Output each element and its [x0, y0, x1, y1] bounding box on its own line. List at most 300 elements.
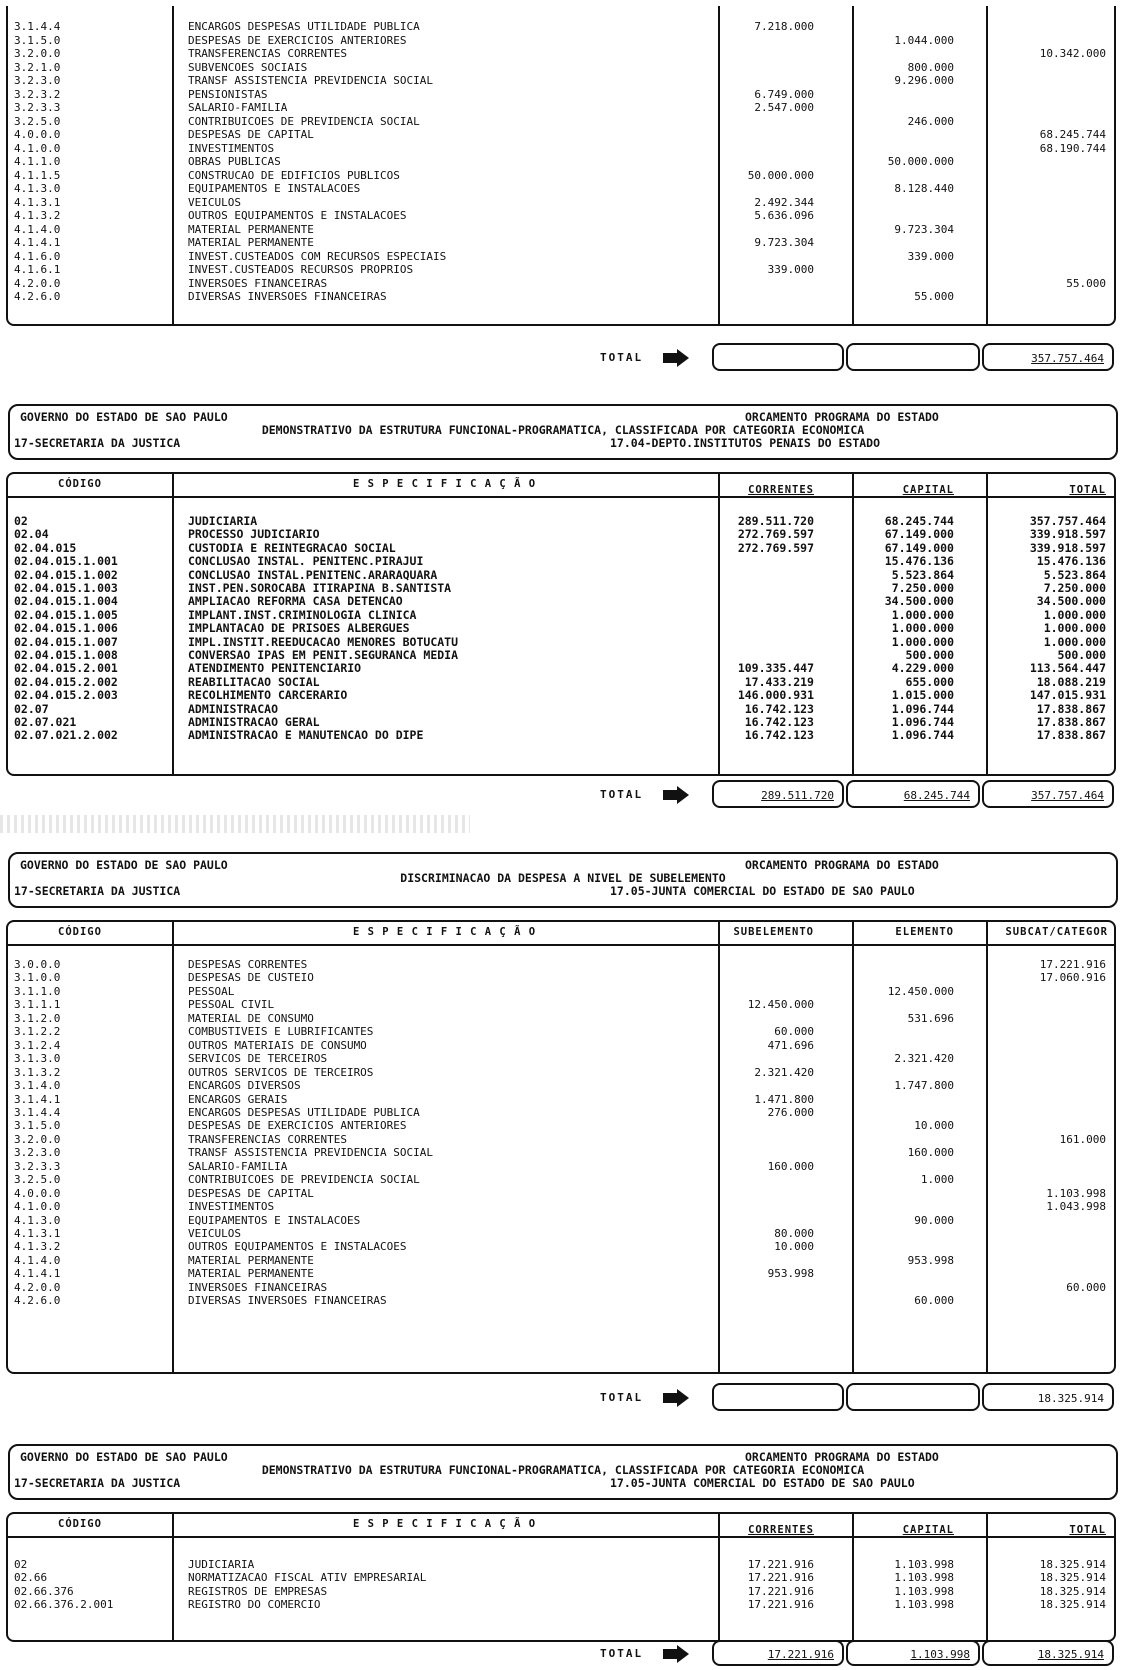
row-specification: INVESTIMENTOS — [188, 141, 275, 155]
row-code: 3.2.1.0 — [14, 60, 61, 74]
row-value-3: 113.564.447 — [1029, 661, 1106, 676]
row-specification: SALARIO-FAMILIA — [188, 101, 288, 114]
row-specification: CONTRIBUICOES DE PREVIDENCIA SOCIAL — [188, 114, 420, 128]
row-value-2: 339.000 — [907, 249, 954, 263]
table-row — [8, 688, 1114, 702]
row-code: 3.1.4.1 — [14, 1092, 61, 1106]
row-value-2: 1.096.744 — [891, 715, 954, 729]
row-value-1: 17.433.219 — [744, 674, 814, 689]
row-specification: CONTRIBUICOES DE PREVIDENCIA SOCIAL — [188, 1173, 420, 1187]
row-value-2: 68.245.744 — [884, 514, 954, 528]
total-box-1: 289.511.720 — [712, 780, 844, 808]
row-specification: REGISTROS DE EMPRESAS — [188, 1584, 328, 1598]
row-value-1: 16.742.123 — [744, 715, 814, 729]
table-row — [8, 958, 1114, 972]
row-code: 4.0.0.0 — [14, 1186, 61, 1200]
row-value-3: 15.476.136 — [1036, 554, 1106, 569]
row-value-3: 17.060.916 — [1039, 971, 1106, 985]
row-value-2: 1.103.998 — [894, 1584, 954, 1598]
row-code: 4.1.3.0 — [14, 182, 61, 195]
row-value-2: 67.149.000 — [884, 527, 954, 542]
table-row — [8, 728, 1114, 742]
col-elemento: ELEMENTO — [895, 926, 954, 938]
total-box-2 — [846, 343, 980, 371]
table-row — [8, 1133, 1114, 1147]
row-specification: SALARIO-FAMILIA — [188, 1159, 288, 1173]
row-code: 4.1.3.2 — [14, 209, 61, 222]
row-code: 3.1.3.0 — [14, 1052, 61, 1066]
row-code: 02.04.015.1.001 — [14, 554, 118, 569]
row-specification: AMPLIACAO REFORMA CASA DETENCAO — [188, 594, 403, 609]
table-row — [8, 1227, 1114, 1241]
row-code: 02.66.376.2.001 — [14, 1597, 114, 1611]
row-value-3: 1.000.000 — [1043, 607, 1106, 622]
row-code: 4.2.6.0 — [14, 1294, 61, 1308]
table-row — [8, 985, 1114, 999]
row-specification: REABILITACAO SOCIAL — [188, 674, 320, 689]
row-value-1: 5.636.096 — [754, 209, 814, 222]
row-value-1: 12.450.000 — [747, 998, 814, 1012]
row-value-2: 8.128.440 — [894, 182, 954, 195]
table-row — [8, 581, 1114, 595]
orc-title: ORCAMENTO PROGRAMA DO ESTADO — [745, 858, 939, 872]
row-value-2: 67.149.000 — [884, 540, 954, 555]
table-row — [8, 1281, 1114, 1295]
row-specification: TRANSF ASSISTENCIA PREVIDENCIA SOCIAL — [188, 1146, 434, 1160]
table-row — [8, 1093, 1114, 1107]
table-row — [8, 1571, 1114, 1585]
gov-title: GOVERNO DO ESTADO DE SAO PAULO — [20, 410, 228, 424]
table-row — [8, 1039, 1114, 1053]
total-box-3: 18.325.914 — [982, 1383, 1114, 1411]
row-code: 02.66 — [14, 1571, 48, 1585]
col-correntes: CORRENTES — [748, 484, 814, 496]
section4-header — [8, 1444, 1118, 1500]
section3-header — [8, 852, 1118, 908]
table-row — [8, 1294, 1114, 1308]
table-row — [8, 1106, 1114, 1120]
table-row — [8, 1267, 1114, 1281]
row-specification: COMBUSTIVEIS E LUBRIFICANTES — [188, 1025, 374, 1039]
table-row — [8, 74, 1114, 88]
row-specification: EQUIPAMENTOS E INSTALACOES — [188, 182, 361, 195]
table-row — [8, 527, 1114, 541]
row-value-2: 1.000 — [920, 1173, 954, 1187]
secretaria: 17-SECRETARIA DA JUSTICA — [14, 436, 181, 450]
row-value-3: 68.190.744 — [1039, 141, 1106, 155]
row-value-2: 800.000 — [907, 60, 954, 74]
row-value-2: 1.044.000 — [894, 33, 954, 47]
row-code: 3.1.0.0 — [14, 971, 61, 985]
row-value-2: 953.998 — [907, 1253, 954, 1267]
row-specification: IMPLANTACAO DE PRISOES ALBERGUES — [188, 621, 410, 636]
section2-table — [6, 472, 1116, 776]
row-code: 4.1.3.1 — [14, 1227, 61, 1240]
row-specification: DIVERSAS INVERSOES FINANCEIRAS — [188, 290, 387, 303]
row-value-1: 272.769.597 — [737, 527, 814, 542]
col-total: TOTAL — [1069, 484, 1106, 496]
row-specification: DIVERSAS INVERSOES FINANCEIRAS — [188, 1294, 387, 1308]
row-code: 3.0.0.0 — [14, 958, 61, 971]
row-value-1: 2.492.344 — [754, 195, 814, 209]
row-code: 02.07 — [14, 701, 49, 716]
row-code: 02.04 — [14, 527, 49, 542]
row-code: 3.2.3.0 — [14, 74, 61, 87]
row-code: 4.0.0.0 — [14, 128, 61, 141]
row-specification: MATERIAL DE CONSUMO — [188, 1011, 314, 1025]
gov-title: GOVERNO DO ESTADO DE SAO PAULO — [20, 1450, 228, 1464]
row-code: 4.1.6.1 — [14, 263, 61, 276]
row-value-2: 9.723.304 — [894, 222, 954, 236]
row-specification: VEICULOS — [188, 195, 241, 209]
row-value-3: 1.043.998 — [1046, 1200, 1106, 1214]
row-code: 3.2.0.0 — [14, 1132, 61, 1146]
section4-table — [6, 1512, 1116, 1642]
total-box-1 — [712, 1383, 844, 1411]
table-row — [8, 594, 1114, 608]
table-row — [8, 1187, 1114, 1201]
table-row — [8, 1558, 1114, 1572]
row-value-1: 276.000 — [767, 1105, 814, 1119]
row-specification: MATERIAL PERMANENTE — [188, 222, 314, 236]
row-specification: ADMINISTRACAO E MANUTENCAO DO DIPE — [188, 728, 424, 743]
table-row — [8, 115, 1114, 129]
table-row — [8, 290, 1114, 304]
table-row — [8, 971, 1114, 985]
total-box-3: 18.325.914 — [982, 1640, 1114, 1666]
col-correntes: CORRENTES — [748, 1524, 814, 1536]
section3-table — [6, 920, 1116, 1374]
row-code: 4.2.0.0 — [14, 276, 61, 290]
row-code: 02.04.015.1.003 — [14, 581, 118, 595]
table-row — [8, 715, 1114, 729]
row-value-3: 18.088.219 — [1036, 674, 1106, 689]
row-specification: PESSOAL — [188, 984, 235, 998]
row-specification: CONCLUSAO INSTAL. PENITENC.PIRAJUI — [188, 554, 424, 569]
report-title: DEMONSTRATIVO DA ESTRUTURA FUNCIONAL-PROGRAMATICA, CLASSIFICADA POR CATEGORIA ECONOMICA — [261, 1463, 865, 1477]
arrow-right-icon — [663, 349, 689, 367]
row-specification: OUTROS EQUIPAMENTOS E INSTALACOES — [188, 209, 407, 222]
row-code: 02.04.015.2.001 — [14, 661, 118, 676]
unit-title: 17.04-DEPTO.INSTITUTOS PENAIS DO ESTADO — [610, 436, 881, 450]
row-value-1: 953.998 — [767, 1267, 814, 1281]
row-code: 02 — [14, 1558, 28, 1571]
row-code: 3.2.3.0 — [14, 1146, 61, 1160]
arrow-right-icon — [663, 1645, 689, 1663]
row-specification: OUTROS SERVICOS DE TERCEIROS — [188, 1065, 374, 1079]
row-code: 4.1.4.0 — [14, 1253, 61, 1267]
unit-title: 17.05-JUNTA COMERCIAL DO ESTADO DE SAO PAULO — [610, 1476, 915, 1490]
row-specification: CUSTODIA E REINTEGRACAO SOCIAL — [188, 540, 396, 555]
row-value-2: 4.229.000 — [891, 661, 954, 676]
row-value-2: 2.321.420 — [894, 1052, 954, 1066]
table-row — [8, 209, 1114, 223]
row-value-1: 17.221.916 — [747, 1558, 814, 1571]
row-code: 3.1.4.4 — [14, 1105, 61, 1119]
row-value-3: 1.000.000 — [1043, 634, 1106, 649]
row-code: 02.04.015.1.006 — [14, 621, 118, 636]
row-value-2: 246.000 — [907, 114, 954, 128]
row-specification: CONSTRUCAO DE EDIFICIOS PUBLICOS — [188, 168, 400, 182]
table-row — [8, 1146, 1114, 1160]
row-value-1: 6.749.000 — [754, 87, 814, 101]
col-subelemento: SUBELEMENTO — [733, 926, 814, 938]
row-specification: ADMINISTRACAO GERAL — [188, 715, 320, 729]
total-box-2 — [846, 1383, 980, 1411]
row-code: 3.1.5.0 — [14, 33, 61, 47]
row-value-2: 1.103.998 — [894, 1558, 954, 1571]
secretaria: 17-SECRETARIA DA JUSTICA — [14, 884, 181, 898]
row-value-1: 146.000.931 — [737, 688, 814, 703]
table-row — [8, 1200, 1114, 1214]
col-codigo: CÓDIGO — [58, 1518, 102, 1530]
orc-title: ORCAMENTO PROGRAMA DO ESTADO — [745, 1450, 939, 1464]
row-code: 4.1.3.2 — [14, 1240, 61, 1254]
row-code: 3.1.4.0 — [14, 1079, 61, 1093]
row-value-1: 471.696 — [767, 1038, 814, 1052]
row-value-1: 60.000 — [774, 1025, 814, 1039]
row-value-2: 5.523.864 — [891, 567, 954, 582]
row-value-3: 17.838.867 — [1036, 715, 1106, 729]
row-specification: EQUIPAMENTOS E INSTALACOES — [188, 1213, 361, 1227]
row-code: 3.2.0.0 — [14, 47, 61, 60]
table-row — [8, 236, 1114, 250]
row-code: 3.2.3.3 — [14, 1159, 61, 1173]
secretaria: 17-SECRETARIA DA JUSTICA — [14, 1476, 181, 1490]
row-code: 02.04.015.1.004 — [14, 594, 118, 609]
row-value-3: 500.000 — [1057, 648, 1106, 662]
table-row — [8, 1173, 1114, 1187]
row-value-3: 357.757.464 — [1029, 514, 1106, 528]
row-specification: MATERIAL PERMANENTE — [188, 1253, 314, 1267]
table-row — [8, 128, 1114, 142]
row-code: 3.1.4.4 — [14, 20, 61, 33]
table-row — [8, 1585, 1114, 1599]
table-row — [8, 34, 1114, 48]
col-especificacao: E S P E C I F I C A Ç Ã O — [353, 926, 537, 938]
row-code: 02.04.015.1.008 — [14, 648, 118, 662]
row-code: 3.1.5.0 — [14, 1119, 61, 1133]
row-code: 4.1.1.5 — [14, 168, 61, 182]
row-specification: REGISTRO DO COMERCIO — [188, 1597, 321, 1611]
table-row — [8, 621, 1114, 635]
row-value-2: 55.000 — [914, 290, 954, 303]
row-code: 4.1.6.0 — [14, 249, 61, 263]
col-especificacao: E S P E C I F I C A Ç Ã O — [353, 1518, 537, 1530]
row-value-1: 1.471.800 — [754, 1092, 814, 1106]
row-value-2: 1.000.000 — [891, 621, 954, 636]
row-value-3: 17.838.867 — [1036, 701, 1106, 716]
row-value-3: 60.000 — [1066, 1280, 1106, 1294]
table-row — [8, 1079, 1114, 1093]
total-label: TOTAL — [600, 351, 644, 364]
report-title: DISCRIMINACAO DA DESPESA A NIVEL DE SUBELEMENTO — [400, 871, 726, 885]
row-value-3: 147.015.931 — [1029, 688, 1106, 703]
row-specification: ADMINISTRACAO — [188, 701, 279, 716]
table-row — [8, 635, 1114, 649]
row-value-3: 18.325.914 — [1039, 1571, 1106, 1585]
row-code: 3.1.2.0 — [14, 1011, 61, 1025]
row-specification: INVEST.CUSTEADOS RECURSOS PROPRIOS — [188, 263, 414, 276]
row-specification: SERVICOS DE TERCEIROS — [188, 1052, 328, 1066]
row-specification: IMPLANT.INST.CRIMINOLOGIA CLINICA — [188, 607, 417, 622]
table-row — [8, 1119, 1114, 1133]
table-row — [8, 223, 1114, 237]
row-value-2: 12.450.000 — [887, 984, 954, 998]
row-specification: SUBVENCOES SOCIAIS — [188, 60, 308, 74]
table-row — [8, 554, 1114, 568]
table-row — [8, 196, 1114, 210]
row-value-1: 109.335.447 — [737, 661, 814, 676]
row-value-2: 50.000.000 — [887, 155, 954, 168]
row-specification: DESPESAS DE EXERCICIOS ANTERIORES — [188, 33, 407, 47]
row-code: 02.04.015.2.003 — [14, 688, 118, 703]
row-value-3: 34.500.000 — [1036, 594, 1106, 609]
table-row — [8, 661, 1114, 675]
row-specification: PENSIONISTAS — [188, 87, 268, 101]
gov-title: GOVERNO DO ESTADO DE SAO PAULO — [20, 858, 228, 872]
row-specification: ENCARGOS DIVERSOS — [188, 1079, 301, 1093]
row-specification: VEICULOS — [188, 1227, 241, 1240]
row-value-1: 17.221.916 — [747, 1597, 814, 1611]
col-codigo: CÓDIGO — [58, 478, 102, 490]
row-code: 02.04.015 — [14, 540, 77, 555]
unit-title: 17.05-JUNTA COMERCIAL DO ESTADO DE SAO PAULO — [610, 884, 915, 898]
table-row — [8, 1240, 1114, 1254]
row-specification: ENCARGOS DESPESAS UTILIDADE PUBLICA — [188, 20, 420, 33]
total-label: TOTAL — [600, 1647, 644, 1660]
table-row — [8, 47, 1114, 61]
row-value-1: 80.000 — [774, 1227, 814, 1240]
table-row — [8, 648, 1114, 662]
row-specification: TRANSF ASSISTENCIA PREVIDENCIA SOCIAL — [188, 74, 434, 87]
row-specification: MATERIAL PERMANENTE — [188, 236, 314, 249]
table-row — [8, 998, 1114, 1012]
row-value-2: 7.250.000 — [891, 581, 954, 595]
col-codigo: CÓDIGO — [58, 926, 102, 938]
row-specification: TRANSFERENCIAS CORRENTES — [188, 1132, 347, 1146]
row-specification: IMPL.INSTIT.REEDUCACAO MENORES BOTUCATU — [188, 634, 459, 649]
row-value-3: 1.000.000 — [1043, 621, 1106, 636]
table-row — [8, 608, 1114, 622]
row-value-1: 9.723.304 — [754, 236, 814, 249]
row-code: 02.04.015.1.007 — [14, 634, 118, 649]
row-value-1: 289.511.720 — [737, 514, 814, 528]
row-specification: PESSOAL CIVIL — [188, 998, 275, 1012]
row-specification: CONVERSAO IPAS EM PENIT.SEGURANCA MEDIA — [188, 648, 459, 662]
row-value-2: 15.476.136 — [884, 554, 954, 569]
table-row — [8, 1052, 1114, 1066]
row-specification: DESPESAS DE CAPITAL — [188, 1186, 314, 1200]
table-row — [8, 541, 1114, 555]
row-value-1: 160.000 — [767, 1159, 814, 1173]
row-code: 4.1.4.0 — [14, 222, 61, 236]
row-value-1: 10.000 — [774, 1240, 814, 1254]
row-value-2: 10.000 — [914, 1119, 954, 1133]
total-box-1 — [712, 343, 844, 371]
row-value-3: 18.325.914 — [1039, 1558, 1106, 1571]
row-specification: INVEST.CUSTEADOS COM RECURSOS ESPECIAIS — [188, 249, 447, 263]
row-specification: JUDICIARIA — [188, 514, 258, 528]
row-value-3: 161.000 — [1059, 1132, 1106, 1146]
row-value-1: 339.000 — [767, 263, 814, 276]
table-row — [8, 263, 1114, 277]
table-row — [8, 514, 1114, 528]
row-specification: CONCLUSAO INSTAL.PENITENC.ARARAQUARA — [188, 567, 438, 582]
scan-noise — [0, 815, 470, 833]
table-row — [8, 1160, 1114, 1174]
row-value-3: 17.838.867 — [1036, 728, 1106, 743]
report-title: DEMONSTRATIVO DA ESTRUTURA FUNCIONAL-PROGRAMATICA, CLASSIFICADA POR CATEGORIA ECONOMICA — [261, 423, 865, 437]
row-specification: ENCARGOS DESPESAS UTILIDADE PUBLICA — [188, 1105, 420, 1119]
row-code: 4.1.0.0 — [14, 141, 61, 155]
row-value-2: 1.103.998 — [894, 1571, 954, 1585]
row-value-2: 500.000 — [905, 648, 954, 662]
row-value-2: 9.296.000 — [894, 74, 954, 87]
row-value-2: 34.500.000 — [884, 594, 954, 609]
row-specification: OBRAS PUBLICAS — [188, 155, 281, 168]
col-capital: CAPITAL — [902, 1524, 954, 1536]
table-row — [8, 20, 1114, 34]
row-specification: TRANSFERENCIAS CORRENTES — [188, 47, 347, 60]
table-row — [8, 1066, 1114, 1080]
row-value-3: 5.523.864 — [1043, 567, 1106, 582]
row-value-1: 17.221.916 — [747, 1584, 814, 1598]
row-value-3: 17.221.916 — [1039, 958, 1106, 971]
row-specification: OUTROS MATERIAIS DE CONSUMO — [188, 1038, 367, 1052]
row-specification: NORMATIZACAO FISCAL ATIV EMPRESARIAL — [188, 1571, 427, 1585]
row-code: 3.2.3.3 — [14, 101, 61, 114]
row-value-2: 531.696 — [907, 1011, 954, 1025]
row-value-1: 50.000.000 — [747, 168, 814, 182]
row-specification: INVERSOES FINANCEIRAS — [188, 276, 328, 290]
table-row — [8, 169, 1114, 183]
row-code: 3.1.2.2 — [14, 1025, 61, 1039]
row-value-2: 90.000 — [914, 1213, 954, 1227]
row-value-1: 2.321.420 — [754, 1065, 814, 1079]
row-specification: PROCESSO JUDICIARIO — [188, 527, 320, 542]
row-value-3: 18.325.914 — [1039, 1584, 1106, 1598]
row-value-2: 655.000 — [905, 674, 954, 689]
row-code: 4.1.1.0 — [14, 155, 61, 168]
table-row — [8, 182, 1114, 196]
row-code: 4.2.0.0 — [14, 1280, 61, 1294]
col-subcat: SUBCAT/CATEGOR — [1005, 926, 1108, 938]
row-specification: ATENDIMENTO PENITENCIARIO — [188, 661, 362, 676]
total-box-2: 1.103.998 — [846, 1640, 980, 1666]
section2-header — [8, 404, 1118, 460]
row-value-2: 1.015.000 — [891, 688, 954, 703]
col-especificacao: E S P E C I F I C A Ç Ã O — [353, 478, 537, 490]
row-value-1: 16.742.123 — [744, 701, 814, 716]
table-row — [8, 1254, 1114, 1268]
row-specification: OUTROS EQUIPAMENTOS E INSTALACOES — [188, 1240, 407, 1254]
row-code: 3.1.1.0 — [14, 984, 61, 998]
row-value-3: 339.918.597 — [1029, 540, 1106, 555]
row-code: 4.1.4.1 — [14, 1267, 61, 1281]
row-value-3: 1.103.998 — [1046, 1186, 1106, 1200]
row-code: 3.2.3.2 — [14, 87, 61, 101]
total-label: TOTAL — [600, 1391, 644, 1404]
row-specification: DESPESAS DE CUSTEIO — [188, 971, 314, 985]
row-value-1: 17.221.916 — [747, 1571, 814, 1585]
row-value-1: 2.547.000 — [754, 101, 814, 114]
row-specification: DESPESAS DE CAPITAL — [188, 128, 314, 141]
row-code: 02.04.015.1.002 — [14, 567, 118, 582]
row-specification: ENCARGOS GERAIS — [188, 1092, 288, 1106]
row-code: 02.04.015.1.005 — [14, 607, 118, 622]
row-value-2: 1.103.998 — [894, 1597, 954, 1611]
